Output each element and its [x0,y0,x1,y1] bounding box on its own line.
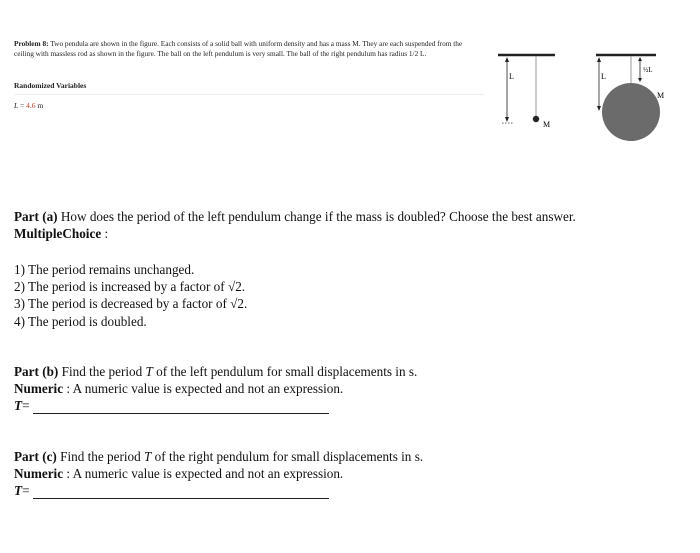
part-b-question [14,363,417,380]
rv-value: 4.6 [26,101,36,110]
part-a-label: Part (a) [14,209,58,224]
part-c-var: T [144,449,152,464]
right-length-label: L [601,72,606,81]
right-mass-label: M [657,91,665,100]
part-c-answer-eq: = [22,483,30,498]
part-b-var: T [145,364,153,379]
part-b-label: Part (b) [14,364,59,379]
option-2[interactable]: 2) The period is increased by a factor of √2. [14,279,246,295]
rv-unit: m [35,101,44,110]
randomized-variables-title: Randomized Variables [14,81,87,90]
part-c-q-pre: Find the period [60,449,145,464]
divider [14,94,484,95]
rv-var: L [14,101,19,110]
part-b-answer-input[interactable] [33,399,329,414]
arrow-head-down [597,106,601,111]
randomized-variable-L [14,101,43,110]
option-4[interactable]: 4) The period is doubled. [14,313,147,329]
option-3[interactable]: 3) The period is decreased by a factor of √2. [14,296,248,312]
arrow-head-down [638,78,642,82]
answer-options [14,261,247,330]
arrow-head-down [505,117,509,122]
pendulum-figure [496,48,676,148]
problem-label: Problem 8: [14,39,49,48]
part-b-type [14,380,417,397]
right-radius-label: ½L [643,66,653,74]
part-b-q-pre: Find the period [61,364,146,379]
problem-statement [14,39,482,59]
part-b-answer-eq: = [22,398,30,413]
part-c-answer-var: T [14,483,23,498]
part-c-question [14,448,423,465]
arrow-head-up [597,57,601,62]
part-c-answer-row [14,482,423,499]
part-c-answer-input[interactable] [33,484,329,499]
option-1[interactable]: 1) The period remains unchanged. [14,262,195,277]
part-a [14,208,654,242]
part-a-type-label: MultipleChoice [14,226,102,241]
left-length-label: L [509,72,514,81]
part-b-answer-var: T [14,398,23,413]
part-b-type-label: Numeric [14,381,64,396]
part-c-type-label: Numeric [14,466,64,481]
part-c-type-desc: : A numeric value is expected and not an expression. [63,466,344,481]
part-c [14,448,423,499]
part-a-type [14,225,654,242]
part-b-type-desc: : A numeric value is expected and not an expression. [63,381,344,396]
part-b-answer-row [14,397,417,414]
left-ball [533,116,539,122]
rv-eq: = [18,101,27,110]
part-c-label: Part (c) [14,449,57,464]
right-ball [602,83,660,141]
part-b-q-post: of the left pendulum for small displacements in s. [152,364,418,379]
arrow-head-up [505,57,509,62]
part-a-type-sep: : [101,226,109,241]
part-c-q-post: of the right pendulum for small displacements in s. [151,449,424,464]
problem-text: Two pendula are shown in the figure. Each consists of a solid ball with uniform density and has a mass M. They are each suspended from the ceiling with massless rod as shown in the figure. The ball on the left pendulum is very small. The ball of the right pendulum has radius 1/2 L. [14,39,463,58]
part-b [14,363,417,414]
part-a-question [14,208,654,225]
arrow-head-up [638,57,642,61]
left-mass-label: M [543,120,551,129]
part-c-type [14,465,423,482]
part-a-question-text: How does the period of the left pendulum change if the mass is doubled? Choose the best answer. [60,209,576,224]
